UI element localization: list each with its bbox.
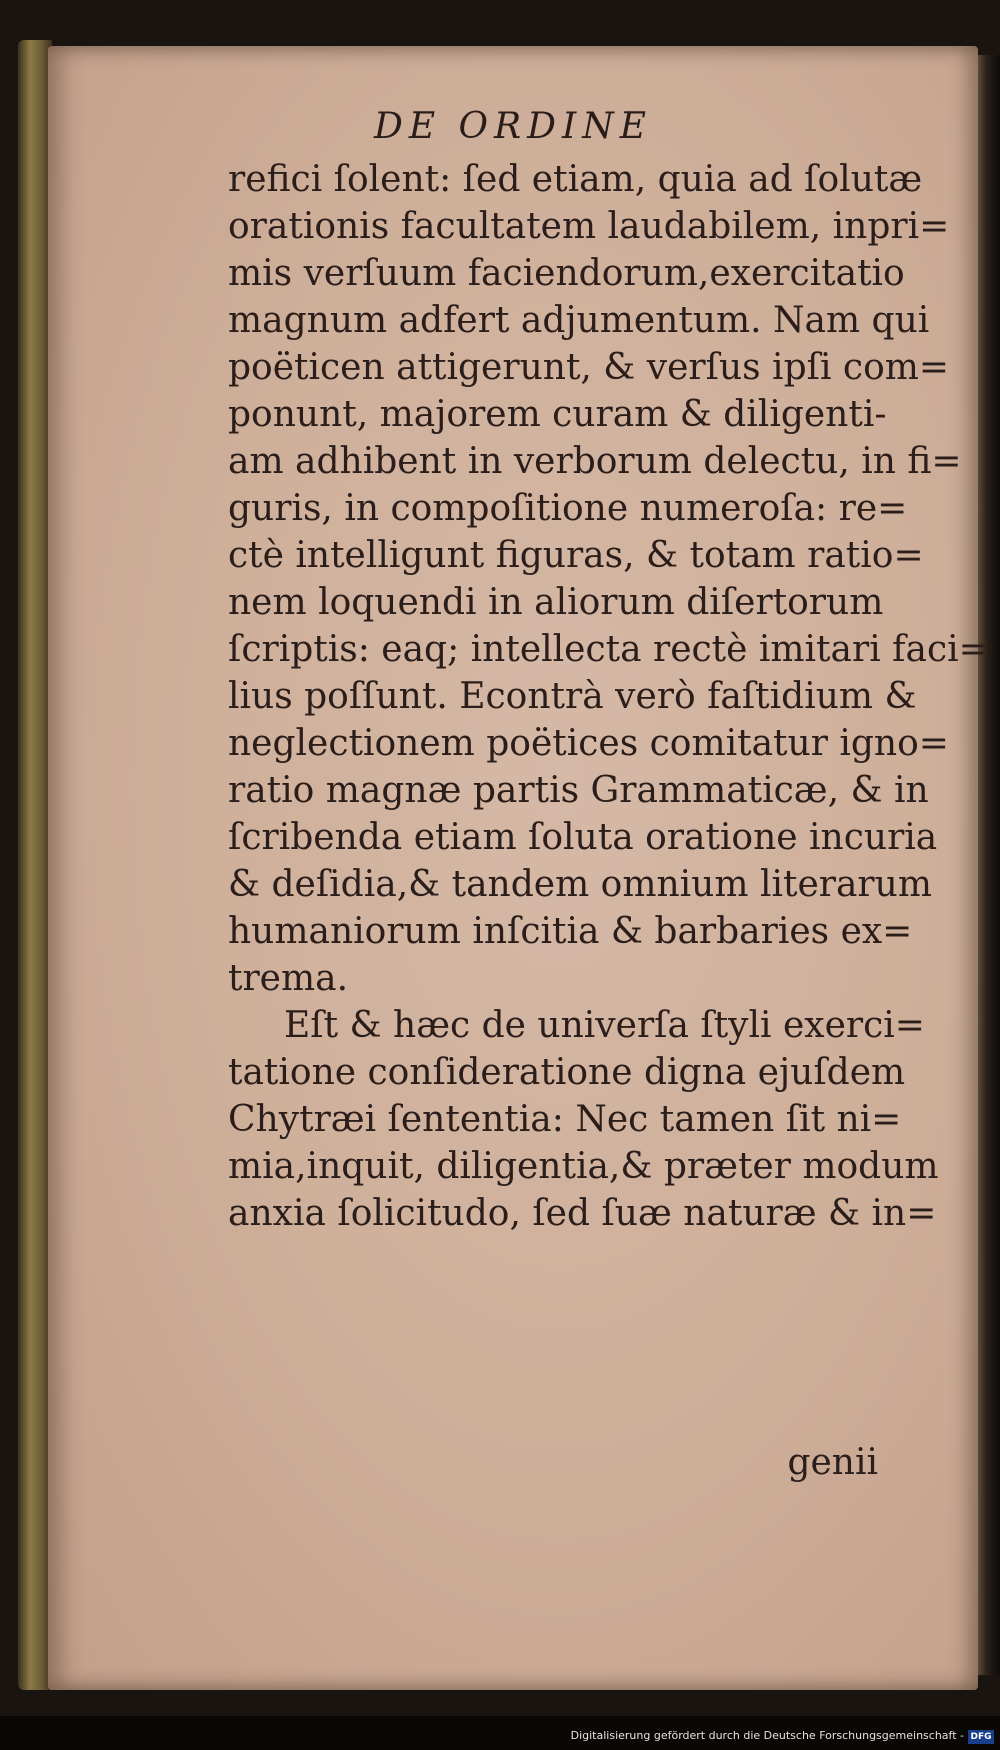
text-line: orationis facultatem laudabilem, inpri= [228, 206, 950, 247]
book-spine-edge [18, 40, 52, 1690]
running-title: DE ORDINE [373, 106, 653, 147]
text-line: Chytræi ſententia: Nec tamen ſit ni= [228, 1099, 902, 1140]
text-line: poëticen attigerunt, & verſus ipſi com= [228, 347, 950, 388]
text-line: tatione conſideratione digna ejuſdem [228, 1052, 906, 1093]
text-line: magnum adfert adjumentum. Nam qui [228, 300, 930, 341]
text-line: ratio magnæ partis Grammaticæ, & in [228, 770, 929, 811]
dfg-logo-icon: DFG [968, 1730, 994, 1744]
text-line: refici ſolent: ſed etiam, quia ad ſolutæ [228, 159, 923, 200]
text-line: Eſt & hæc de univerſa ſtyli exerci= [284, 1005, 925, 1046]
text-line: trema. [228, 958, 349, 999]
text-line: ſcribenda etiam ſoluta oratione incuria [228, 817, 938, 858]
text-line: mia,inquit, diligentia,& præter modum [228, 1146, 939, 1187]
text-line: ponunt, majorem curam & diligenti- [228, 394, 887, 435]
book-page [48, 46, 989, 1690]
text-line: am adhibent in verborum delectu, in fi= [228, 441, 962, 482]
footer-bar [0, 1716, 1000, 1750]
text-line: lius poſſunt. Econtrà verò faſtidium & [228, 676, 917, 717]
text-line: anxia ſolicitudo, ſed ſuæ naturæ & in= [228, 1193, 937, 1234]
text-line: nem loquendi in aliorum diſertorum [228, 582, 884, 623]
page-text [228, 156, 1000, 1237]
catchword: genii [787, 1442, 878, 1483]
text-line: ſcriptis: eaq; intellecta rectè imitari faci= [228, 629, 989, 670]
text-line: mis verſuum faciendorum,exercitatio [228, 253, 905, 294]
text-line: guris, in compoſitione numeroſa: re= [228, 488, 908, 529]
text-line: humaniorum inſcitia & barbaries ex= [228, 911, 913, 952]
text-line: ctè intelligunt figuras, & totam ratio= [228, 535, 924, 576]
funding-credit: Digitalisierung gefördert durch die Deutsche Forschungsgemeinschaft - [570, 1729, 964, 1742]
text-line: & deſidia,& tandem omnium literarum [228, 864, 932, 905]
text-line: neglectionem poëtices comitatur igno= [228, 723, 949, 764]
